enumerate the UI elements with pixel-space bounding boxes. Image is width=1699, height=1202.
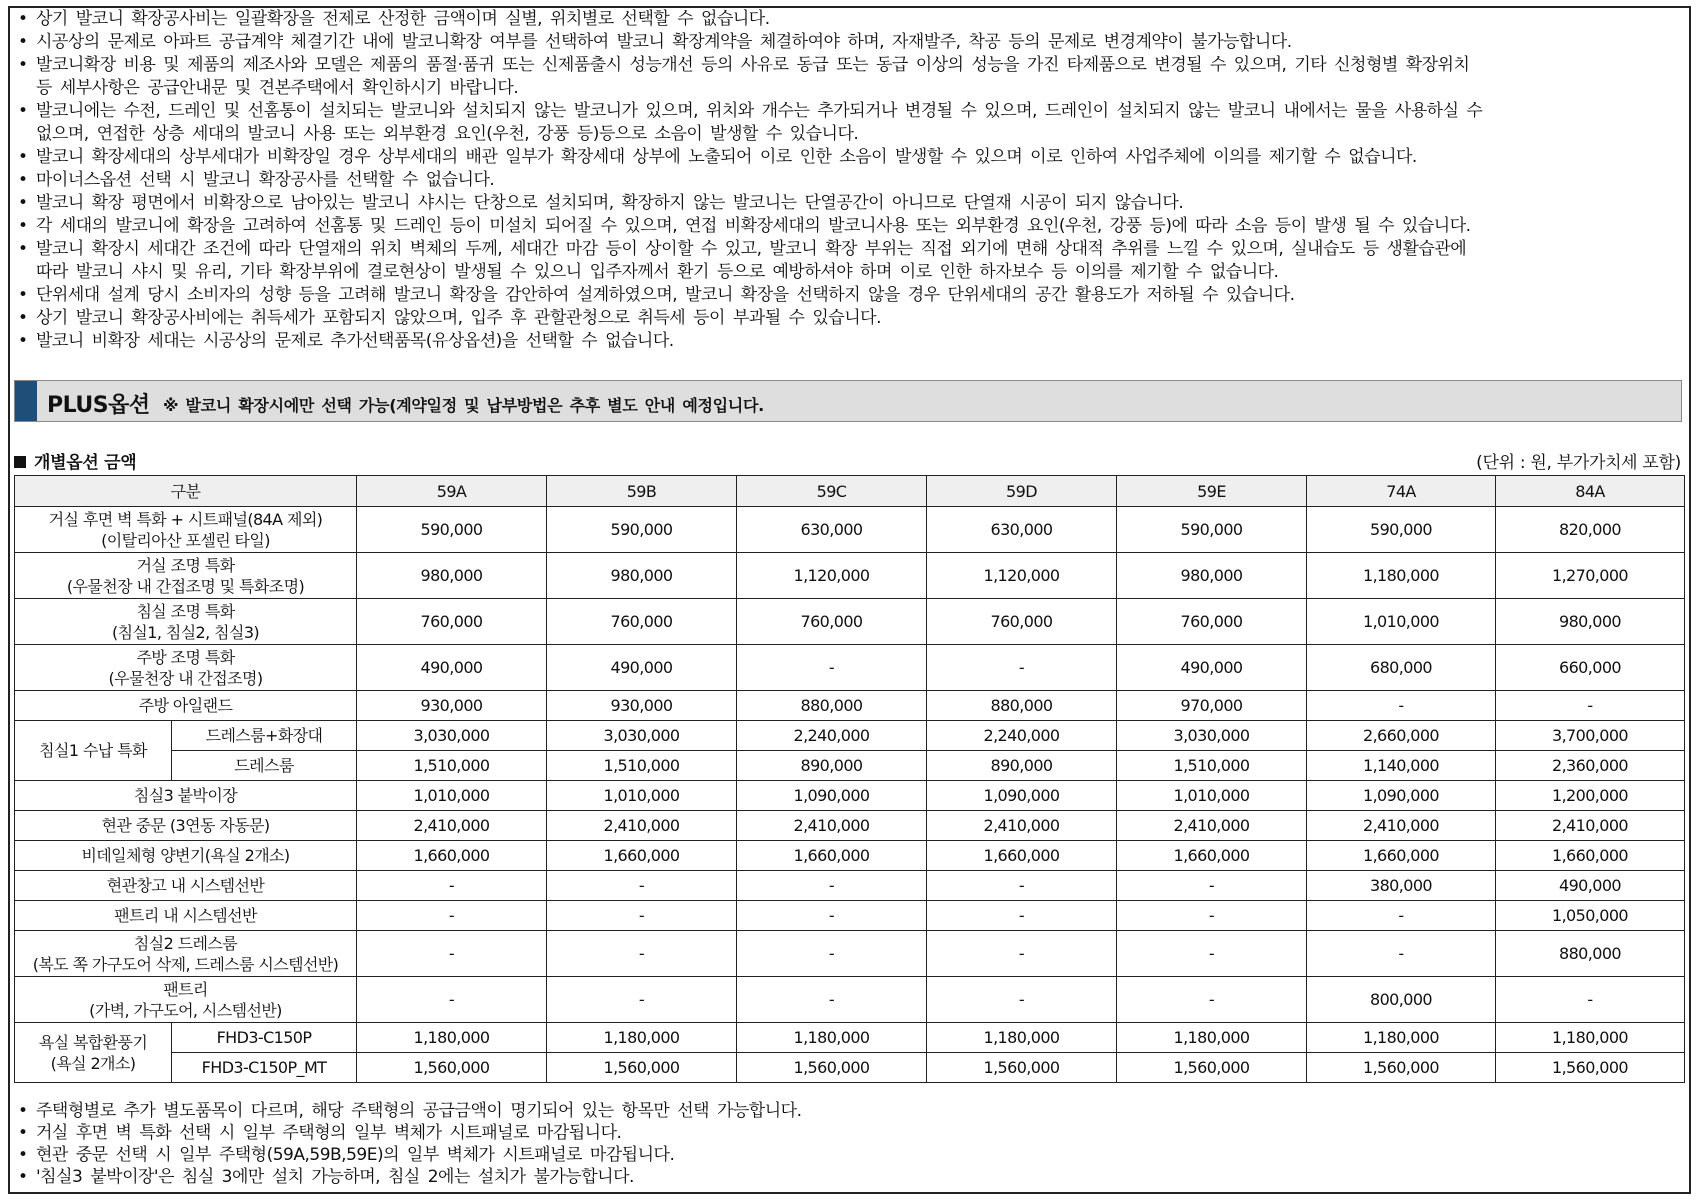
price-cell: - [1307, 931, 1496, 977]
row-label [15, 507, 357, 553]
price-cell: - [927, 977, 1117, 1023]
note-item-line: 없으며, 연접한 상층 세대의 발코니 사용 또는 외부환경 요인(우천, 강풍 등)등으로 소음이 발생할 수 있습니다. [36, 124, 859, 144]
footnote-item-line: 거실 후면 벽 특화 선택 시 일부 주택형의 일부 벽체가 시트패널로 마감됩니다. [36, 1123, 622, 1143]
row-sub-label: 드레스룸 [172, 751, 357, 781]
header-59d: 59D [927, 476, 1117, 507]
table-row [15, 781, 1685, 811]
price-cell: 630,000 [737, 507, 927, 553]
price-cell: 2,660,000 [1307, 721, 1496, 751]
row-group-label [15, 721, 172, 781]
price-cell: 1,010,000 [357, 781, 547, 811]
price-cell: 1,180,000 [357, 1023, 547, 1053]
row-sub-label: FHD3-C150P_MT [172, 1053, 357, 1083]
price-cell: 2,240,000 [927, 721, 1117, 751]
footnote-item-line: 현관 중문 선택 시 일부 주택형(59A,59B,59E)의 일부 벽체가 시트패널로 마감됩니다. [36, 1145, 675, 1165]
price-cell: 930,000 [357, 691, 547, 721]
row-label-line: 비데일체형 양변기(욕실 2개소) [81, 846, 290, 865]
price-cell: 880,000 [927, 691, 1117, 721]
note-item [14, 169, 1690, 192]
price-cell: 3,030,000 [357, 721, 547, 751]
price-cell: - [737, 931, 927, 977]
price-cell: 1,180,000 [1307, 553, 1496, 599]
plus-option-note: ※ 발코니 확장시에만 선택 가능(계약일정 및 납부방법은 추후 별도 안내 예정입니다. [163, 396, 764, 415]
row-group-label-line: (욕실 2개소) [50, 1053, 136, 1073]
price-cell: 1,660,000 [1307, 841, 1496, 871]
price-cell: 2,410,000 [1307, 811, 1496, 841]
note-item [14, 215, 1690, 238]
row-label [15, 841, 357, 871]
footnote-item [14, 1122, 1690, 1144]
price-cell: 1,560,000 [1496, 1053, 1685, 1083]
price-cell: 970,000 [1117, 691, 1307, 721]
row-label-line: 침실 조명 특화 [136, 601, 235, 621]
price-cell: 1,560,000 [927, 1053, 1117, 1083]
row-group-label-line: 욕실 복합환풍기 [38, 1032, 148, 1052]
price-cell: 1,050,000 [1496, 901, 1685, 931]
row-label-line: (침실1, 침실2, 침실3) [111, 622, 260, 642]
price-cell: - [1117, 901, 1307, 931]
table-row [15, 931, 1685, 977]
plus-option-title: PLUS옵션 [47, 393, 150, 418]
header-59c: 59C [737, 476, 927, 507]
bullet-icon: • [18, 216, 28, 236]
price-cell: 880,000 [1496, 931, 1685, 977]
note-item-line: 각 세대의 발코니에 확장을 고려하여 선홈통 및 드레인 등이 미설치 되어질 수 있으며, 연접 비확장세대의 발코니사용 또는 외부환경 요인(우천, 강풍 등)에 따라 소음 등이 발생 될 수 있습니다. [36, 216, 1471, 236]
balcony-notes [14, 8, 1690, 353]
bullet-icon: • [18, 1167, 28, 1187]
row-label [15, 781, 357, 811]
price-cell: - [357, 977, 547, 1023]
price-cell: 880,000 [737, 691, 927, 721]
price-cell: - [1117, 871, 1307, 901]
price-cell: 630,000 [927, 507, 1117, 553]
option-price-table [14, 475, 1685, 1083]
row-label [15, 901, 357, 931]
note-item-line: 발코니에는 수전, 드레인 및 선홈통이 설치되는 발코니와 설치되지 않는 발코니가 있으며, 위치와 개수는 추가되거나 변경될 수 있으며, 드레인이 설치되지 않는 발코니 내에서는 물을 사용하실 수 [36, 101, 1483, 121]
header-59a: 59A [357, 476, 547, 507]
price-cell: 1,010,000 [1307, 599, 1496, 645]
price-cell: 1,660,000 [1496, 841, 1685, 871]
price-cell: 590,000 [357, 507, 547, 553]
price-cell: 890,000 [927, 751, 1117, 781]
table-row [15, 691, 1685, 721]
price-cell: 1,560,000 [357, 1053, 547, 1083]
row-sub-label: 드레스룸+화장대 [172, 721, 357, 751]
price-cell: 930,000 [547, 691, 737, 721]
price-cell: 380,000 [1307, 871, 1496, 901]
price-cell: - [927, 645, 1117, 691]
price-cell: 1,660,000 [927, 841, 1117, 871]
price-cell: 1,270,000 [1496, 553, 1685, 599]
row-label [15, 977, 357, 1023]
price-cell: - [357, 901, 547, 931]
price-cell: 590,000 [547, 507, 737, 553]
price-cell: - [357, 931, 547, 977]
price-cell: - [547, 977, 737, 1023]
price-cell: 1,660,000 [357, 841, 547, 871]
price-cell: - [1496, 977, 1685, 1023]
price-cell: 680,000 [1307, 645, 1496, 691]
price-cell: 490,000 [1117, 645, 1307, 691]
price-cell: 2,360,000 [1496, 751, 1685, 781]
price-cell: 980,000 [1496, 599, 1685, 645]
note-item [14, 307, 1690, 330]
price-cell: 890,000 [737, 751, 927, 781]
table-row [15, 1023, 1685, 1053]
bullet-icon: • [18, 55, 28, 75]
price-cell: 1,090,000 [927, 781, 1117, 811]
price-cell: 760,000 [547, 599, 737, 645]
price-cell: 980,000 [357, 553, 547, 599]
price-cell: 1,090,000 [1307, 781, 1496, 811]
header-59b: 59B [547, 476, 737, 507]
price-cell: 1,010,000 [1117, 781, 1307, 811]
table-title-text: 개별옵션 금액 [34, 453, 137, 473]
price-cell: 2,410,000 [547, 811, 737, 841]
price-cell: - [547, 901, 737, 931]
price-cell: 760,000 [1117, 599, 1307, 645]
price-cell: 490,000 [357, 645, 547, 691]
note-item-line: 발코니 확장시 세대간 조건에 따라 단열재의 위치 벽체의 두께, 세대간 마감 등이 상이할 수 있고, 발코니 확장 부위는 직접 외기에 면해 상대적 추위를 느낄 수 있으며, 실내습도 등 생활습관에 [36, 239, 1467, 259]
note-item [14, 31, 1690, 54]
price-cell: 2,240,000 [737, 721, 927, 751]
table-row [15, 841, 1685, 871]
price-cell: - [737, 977, 927, 1023]
row-label [15, 931, 357, 977]
price-cell: - [737, 901, 927, 931]
row-label-line: 거실 조명 특화 [136, 555, 235, 575]
header-74a: 74A [1307, 476, 1496, 507]
bullet-icon: • [18, 193, 28, 213]
bullet-icon: • [18, 101, 28, 121]
price-cell: 490,000 [1496, 871, 1685, 901]
price-cell: 1,660,000 [737, 841, 927, 871]
price-cell: 1,560,000 [1307, 1053, 1496, 1083]
bullet-icon: • [18, 170, 28, 190]
row-label-line: (복도 쪽 가구도어 삭제, 드레스룸 시스템선반) [32, 954, 339, 974]
header-59e: 59E [1117, 476, 1307, 507]
row-label-line: 팬트리 [163, 979, 208, 999]
price-cell: 1,090,000 [737, 781, 927, 811]
row-label [15, 871, 357, 901]
table-row [15, 507, 1685, 553]
bullet-icon: • [18, 1101, 28, 1121]
price-cell: 2,410,000 [737, 811, 927, 841]
price-cell: 1,180,000 [1307, 1023, 1496, 1053]
price-cell: 760,000 [357, 599, 547, 645]
price-cell: - [547, 931, 737, 977]
table-row [15, 901, 1685, 931]
price-cell: 1,660,000 [1117, 841, 1307, 871]
row-label-line: 주방 조명 특화 [136, 647, 235, 667]
table-title [14, 448, 136, 473]
table-row [15, 977, 1685, 1023]
footnote-item [14, 1166, 1690, 1188]
table-row [15, 599, 1685, 645]
footnote-item [14, 1100, 1690, 1122]
footnote-item-line: 주택형별로 추가 별도품목이 다르며, 해당 주택형의 공급금액이 명기되어 있는 항목만 선택 가능합니다. [36, 1101, 802, 1121]
row-label-line: 현관창고 내 시스템선반 [106, 876, 265, 895]
price-cell: 1,560,000 [547, 1053, 737, 1083]
price-cell: 1,180,000 [927, 1023, 1117, 1053]
price-cell: 2,410,000 [1496, 811, 1685, 841]
header-category: 구분 [15, 476, 357, 507]
bullet-icon: • [18, 1145, 28, 1165]
note-item-line: 등 세부사항은 공급안내문 및 견본주택에서 확인하시기 바랍니다. [36, 78, 519, 98]
price-cell: - [1117, 977, 1307, 1023]
price-cell: - [737, 871, 927, 901]
row-label-line: (우물천장 내 간접조명) [108, 668, 263, 688]
price-cell: 590,000 [1117, 507, 1307, 553]
price-cell: 3,030,000 [1117, 721, 1307, 751]
price-cell: 980,000 [547, 553, 737, 599]
price-cell: 660,000 [1496, 645, 1685, 691]
price-cell: 1,140,000 [1307, 751, 1496, 781]
note-item-line: 상기 발코니 확장공사비는 일괄확장을 전제로 산정한 금액이며 실별, 위치별로 선택할 수 없습니다. [36, 9, 770, 29]
price-cell: 2,410,000 [1117, 811, 1307, 841]
note-item-line: 시공상의 문제로 아파트 공급계약 체결기간 내에 발코니확장 여부를 선택하여 발코니 확장계약을 체결하여야 하며, 자재발주, 착공 등의 문제로 변경계약이 불가능합니다. [36, 32, 1292, 52]
price-cell: 980,000 [1117, 553, 1307, 599]
bullet-icon: • [18, 285, 28, 305]
note-item-line: 발코니 확장세대의 상부세대가 비확장일 경우 상부세대의 배관 일부가 확장세대 상부에 노출되어 이로 인한 소음이 발생할 수 있으며 이로 인하여 사업주체에 이의를 제기할 수 없습니다. [36, 147, 1417, 167]
row-label-line: (가벽, 가구도어, 시스템선반) [89, 1000, 282, 1020]
note-item-line: 단위세대 설계 당시 소비자의 성향 등을 고려해 발코니 확장을 감안하여 설계하였으며, 발코니 확장을 선택하지 않을 경우 단위세대의 공간 활용도가 저하될 수 있습니다. [36, 285, 1295, 305]
note-item [14, 100, 1690, 146]
price-cell: 760,000 [927, 599, 1117, 645]
bullet-icon: • [18, 147, 28, 167]
footnote-item [14, 1144, 1690, 1166]
row-sub-label: FHD3-C150P [172, 1023, 357, 1053]
bullet-icon: • [18, 331, 28, 351]
row-label [15, 645, 357, 691]
row-label-line: (이탈리아산 포셀린 타일) [101, 530, 270, 550]
bullet-icon: • [18, 1123, 28, 1143]
price-cell: 1,200,000 [1496, 781, 1685, 811]
note-item [14, 146, 1690, 169]
table-row [15, 645, 1685, 691]
row-label [15, 599, 357, 645]
price-cell: 1,010,000 [547, 781, 737, 811]
footnotes [14, 1100, 1690, 1188]
price-cell: - [357, 871, 547, 901]
bullet-icon: • [18, 308, 28, 328]
table-row [15, 871, 1685, 901]
note-item [14, 192, 1690, 215]
price-cell: 1,510,000 [547, 751, 737, 781]
row-label-line: 침실2 드레스룸 [133, 933, 238, 953]
bullet-icon: • [18, 9, 28, 29]
price-cell: - [1307, 901, 1496, 931]
note-item [14, 284, 1690, 307]
note-item-line: 마이너스옵션 선택 시 발코니 확장공사를 선택할 수 없습니다. [36, 170, 495, 190]
row-label [15, 811, 357, 841]
price-cell: - [1496, 691, 1685, 721]
price-cell: 1,120,000 [927, 553, 1117, 599]
table-row [15, 811, 1685, 841]
price-cell: 1,660,000 [547, 841, 737, 871]
row-label [15, 553, 357, 599]
price-cell: 3,030,000 [547, 721, 737, 751]
price-cell: - [927, 871, 1117, 901]
square-bullet-icon [14, 456, 26, 468]
note-item [14, 330, 1690, 353]
table-row [15, 721, 1685, 751]
note-item-line: 따라 발코니 샤시 및 유리, 기타 확장부위에 결로현상이 발생될 수 있으니 입주자께서 환기 등으로 예방하셔야 하며 이로 인한 하자보수 등 이의를 제기할 수 없습니다. [36, 262, 1279, 282]
price-cell: 820,000 [1496, 507, 1685, 553]
row-label-line: 주방 아일랜드 [138, 696, 233, 715]
price-cell: 1,180,000 [737, 1023, 927, 1053]
row-group-label [15, 1023, 172, 1083]
price-cell: - [1117, 931, 1307, 977]
bullet-icon: • [18, 239, 28, 259]
plus-accent-bar [15, 381, 37, 421]
row-label-line: 팬트리 내 시스템선반 [114, 906, 257, 925]
row-label [15, 691, 357, 721]
note-item [14, 238, 1690, 284]
note-item-line: 발코니확장 비용 및 제품의 제조사와 모델은 제품의 품절·품귀 또는 신제품출시 성능개선 등의 사유로 동급 또는 동급 이상의 성능을 가진 타제품으로 변경될 수 있으며, 기타 신청형별 확장위치 [36, 55, 1470, 75]
footnote-item-line: '침실3 붙박이장'은 침실 3에만 설치 가능하며, 침실 2에는 설치가 불가능합니다. [36, 1167, 634, 1187]
row-label-line: (우물천장 내 간접조명 및 특화조명) [66, 576, 305, 596]
price-cell: 1,560,000 [1117, 1053, 1307, 1083]
note-item-line: 상기 발코니 확장공사비에는 취득세가 포함되지 않았으며, 입주 후 관할관청으로 취득세 등이 부과될 수 있습니다. [36, 308, 881, 328]
price-cell: 2,410,000 [927, 811, 1117, 841]
table-header-row [15, 476, 1685, 507]
price-cell: 2,410,000 [357, 811, 547, 841]
price-cell: 1,120,000 [737, 553, 927, 599]
price-cell: - [547, 871, 737, 901]
price-cell: 490,000 [547, 645, 737, 691]
price-cell: 1,180,000 [547, 1023, 737, 1053]
row-group-label-line: 침실1 수납 특화 [39, 741, 147, 760]
price-cell: - [927, 901, 1117, 931]
plus-option-header [14, 380, 1682, 422]
note-item-line: 발코니 비확장 세대는 시공상의 문제로 추가선택품목(유상옵션)을 선택할 수 없습니다. [36, 331, 674, 351]
price-cell: 590,000 [1307, 507, 1496, 553]
price-cell: 3,700,000 [1496, 721, 1685, 751]
row-label-line: 현관 중문 (3연동 자동문) [101, 816, 270, 835]
row-label-line: 거실 후면 벽 특화 + 시트패널(84A 제외) [48, 509, 323, 529]
row-label-line: 침실3 붙박이장 [133, 786, 238, 805]
price-cell: 1,180,000 [1496, 1023, 1685, 1053]
price-cell: 1,510,000 [357, 751, 547, 781]
table-row [15, 751, 1685, 781]
price-cell: 760,000 [737, 599, 927, 645]
price-cell: 1,180,000 [1117, 1023, 1307, 1053]
note-item-line: 발코니 확장 평면에서 비확장으로 남아있는 발코니 샤시는 단창으로 설치되며, 확장하지 않는 발코니는 단열공간이 아니므로 단열재 시공이 되지 않습니다. [36, 193, 1184, 213]
unit-label: (단위 : 원, 부가가치세 포함) [1476, 453, 1681, 473]
price-cell: - [1307, 691, 1496, 721]
note-item [14, 8, 1690, 31]
price-cell: 800,000 [1307, 977, 1496, 1023]
table-row [15, 1053, 1685, 1083]
note-item [14, 54, 1690, 100]
price-cell: - [927, 931, 1117, 977]
price-cell: 1,510,000 [1117, 751, 1307, 781]
table-row [15, 553, 1685, 599]
bullet-icon: • [18, 32, 28, 52]
price-cell: 1,560,000 [737, 1053, 927, 1083]
price-cell: - [737, 645, 927, 691]
header-84a: 84A [1496, 476, 1685, 507]
